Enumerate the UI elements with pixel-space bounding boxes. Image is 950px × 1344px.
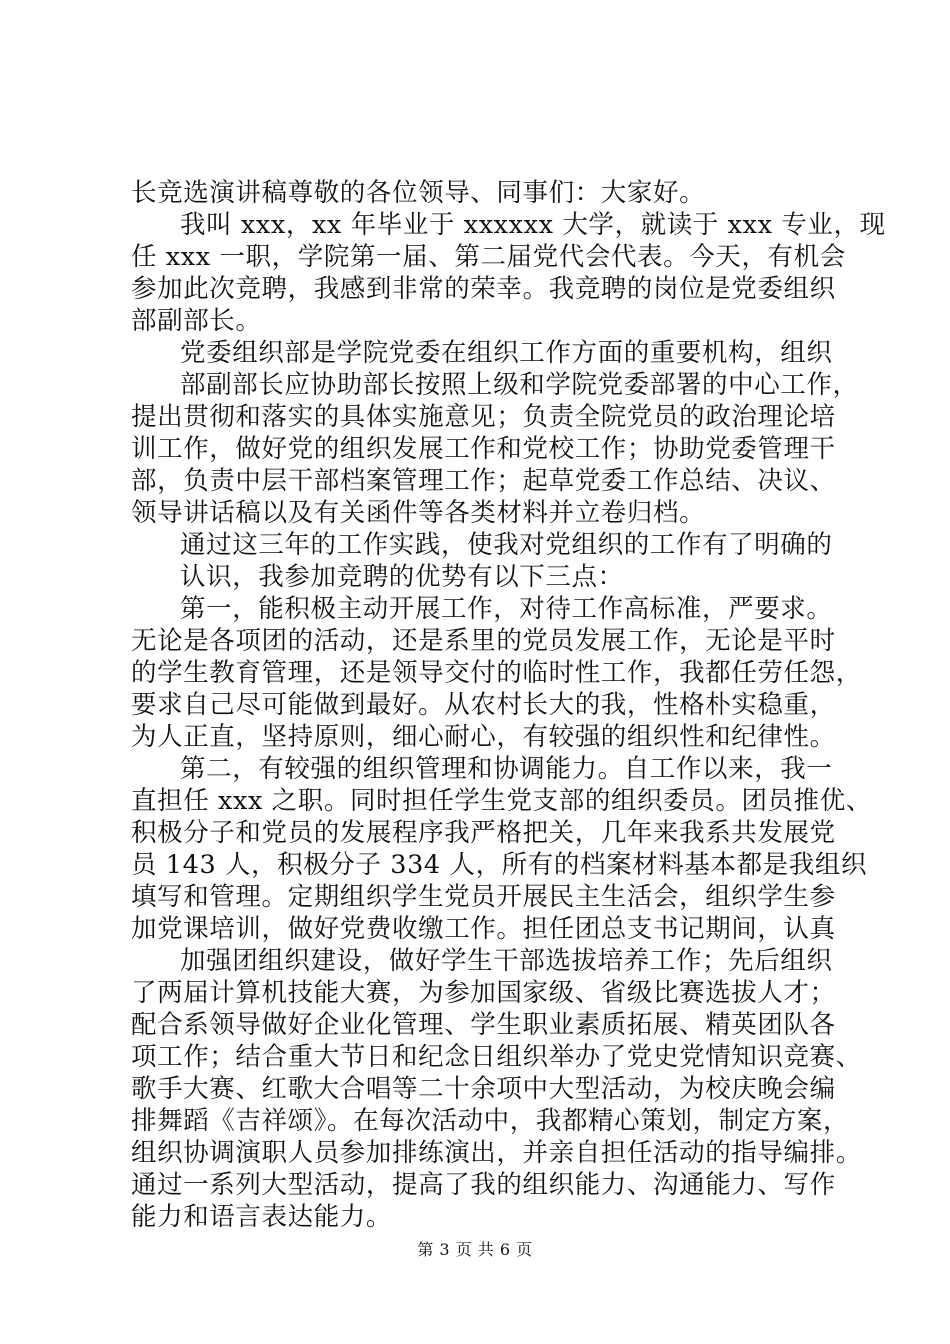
text-line: 为人正直，坚持原则，细心耐心，有较强的组织性和纪律性。 <box>131 722 836 752</box>
page-footer: 第 3 页 共 6 页 <box>417 1240 533 1259</box>
text-line: 能力和语言表达能力。 <box>131 1202 393 1232</box>
text-line: 填写和管理。定期组织学生党员开展民主生活会，组织学生参 <box>131 882 836 912</box>
text-line: 领导讲话稿以及有关函件等各类材料并立卷归档。 <box>131 498 706 528</box>
text-line: 的学生教育管理，还是领导交付的临时性工作，我都任劳任怨， <box>131 658 862 688</box>
text-line: 积极分子和党员的发展程序我严格把关，几年来我系共发展党 <box>131 818 836 848</box>
text-line: 任 xxx 一职，学院第一届、第二届党代会代表。今天，有机会 <box>131 242 846 272</box>
text-line: 无论是各项团的活动，还是系里的党员发展工作，无论是平时 <box>131 626 836 656</box>
text-line: 项工作；结合重大节日和纪念日组织举办了党史党情知识竞赛、 <box>131 1042 862 1072</box>
text-line: 组织协调演职人员参加排练演出，并亲自担任活动的指导编排。 <box>131 1138 862 1168</box>
text-line: 通过一系列大型活动，提高了我的组织能力、沟通能力、写作 <box>131 1170 836 1200</box>
text-line: 认识，我参加竞聘的优势有以下三点： <box>180 562 624 592</box>
text-line: 要求自己尽可能做到最好。从农村长大的我，性格朴实稳重， <box>131 690 836 720</box>
text-line: 了两届计算机技能大赛，为参加国家级、省级比赛选拔人才； <box>131 978 836 1008</box>
text-line: 第一，能积极主动开展工作，对待工作高标准，严要求。 <box>180 594 833 624</box>
text-line: 我叫 xxx，xx 年毕业于 xxxxxx 大学，就读于 xxx 专业，现 <box>180 210 886 240</box>
text-line: 排舞蹈《吉祥颂》。在每次活动中，我都精心策划，制定方案， <box>131 1106 850 1136</box>
text-line: 加党课培训，做好党费收缴工作。担任团总支书记期间，认真 <box>131 914 836 944</box>
text-line: 直担任 xxx 之职。同时担任学生党支部的组织委员。团员推优、 <box>131 786 872 816</box>
text-line: 参加此次竞聘，我感到非常的荣幸。我竞聘的岗位是党委组织 <box>131 274 836 304</box>
text-line: 通过这三年的工作实践，使我对党组织的工作有了明确的 <box>180 530 833 560</box>
text-line: 训工作，做好党的组织发展工作和党校工作；协助党委管理干 <box>131 434 836 464</box>
text-line: 部副部长应协助部长按照上级和学院党委部署的中心工作， <box>180 370 859 400</box>
text-line: 部副部长。 <box>131 306 262 336</box>
text-line: 长竞选演讲稿尊敬的各位领导、同事们：大家好。 <box>131 178 706 208</box>
text-line: 提出贯彻和落实的具体实施意见；负责全院党员的政治理论培 <box>131 402 836 432</box>
text-line: 歌手大赛、红歌大合唱等二十余项中大型活动，为校庆晚会编 <box>131 1074 836 1104</box>
text-line: 党委组织部是学院党委在组织工作方面的重要机构，组织 <box>180 338 833 368</box>
text-line: 加强团组织建设，做好学生干部选拔培养工作；先后组织 <box>180 946 833 976</box>
text-line: 部，负责中层干部档案管理工作；起草党委工作总结、决议、 <box>131 466 836 496</box>
text-line: 第二，有较强的组织管理和协调能力。自工作以来，我一 <box>180 754 833 784</box>
text-line: 员 143 人，积极分子 334 人，所有的档案材料基本都是我组织 <box>131 850 868 880</box>
text-line: 配合系领导做好企业化管理、学生职业素质拓展、精英团队各 <box>131 1010 836 1040</box>
